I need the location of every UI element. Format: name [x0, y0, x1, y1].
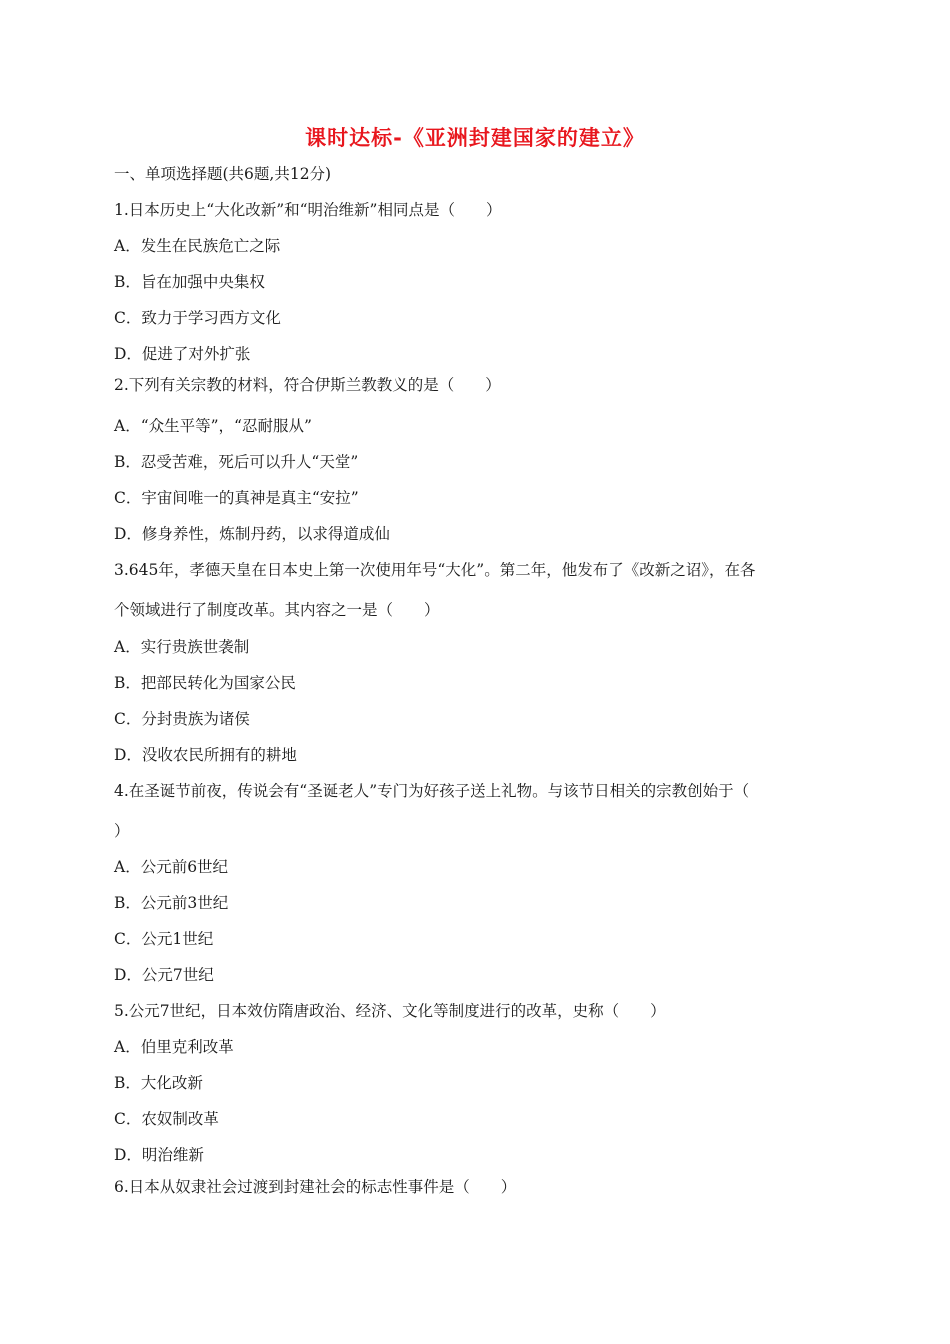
- question-3-stem-continued: 个领域进行了制度改革。其内容之一是（ ）: [114, 601, 440, 619]
- question-4-stem-continued: ）: [114, 822, 130, 840]
- question-1-option-d: D．促进了对外扩张: [114, 345, 251, 363]
- question-5-option-b: B．大化改新: [114, 1074, 203, 1092]
- question-3-option-a: A．实行贵族世袭制: [114, 638, 250, 656]
- question-1-option-b: B．旨在加强中央集权: [114, 273, 265, 291]
- question-5-stem: 5.公元7世纪，日本效仿隋唐政治、经济、文化等制度进行的改革，史称（ ）: [114, 1002, 666, 1020]
- question-6-stem: 6.日本从奴隶社会过渡到封建社会的标志性事件是（ ）: [114, 1178, 517, 1196]
- question-2-option-c: C．宇宙间唯一的真神是真主“安拉”: [114, 489, 359, 507]
- question-4-stem: 4.在圣诞节前夜，传说会有“圣诞老人”专门为好孩子送上礼物。与该节日相关的宗教创始于（: [114, 782, 750, 800]
- question-1-option-c: C．致力于学习西方文化: [114, 309, 281, 327]
- question-3-option-d: D．没收农民所拥有的耕地: [114, 746, 297, 764]
- question-4-option-a: A．公元前6世纪: [114, 858, 229, 876]
- question-2-stem: 2.下列有关宗教的材料，符合伊斯兰教教义的是（ ）: [114, 376, 501, 394]
- question-2-option-d: D．修身养性，炼制丹药，以求得道成仙: [114, 525, 390, 543]
- question-5-option-a: A．伯里克利改革: [114, 1038, 234, 1056]
- question-4-option-d: D．公元7世纪: [114, 966, 214, 984]
- question-3-stem: 3.645年，孝德天皇在日本史上第一次使用年号“大化”。第二年，他发布了《改新之诏》，在各: [114, 561, 756, 579]
- question-5-option-d: D．明治维新: [114, 1146, 204, 1164]
- question-3-option-c: C．分封贵族为诸侯: [114, 710, 250, 728]
- page-title: 课时达标-《亚洲封建国家的建立》: [305, 126, 645, 150]
- question-2-option-b: B．忍受苦难，死后可以升人“天堂”: [114, 453, 359, 471]
- question-2-option-a: A．“众生平等”，“忍耐服从”: [114, 417, 312, 435]
- question-1-stem: 1.日本历史上“大化改新”和“明治维新”相同点是（ ）: [114, 201, 502, 219]
- question-5-option-c: C．农奴制改革: [114, 1110, 219, 1128]
- question-3-option-b: B．把部民转化为国家公民: [114, 674, 296, 692]
- question-1-option-a: A．发生在民族危亡之际: [114, 237, 281, 255]
- section-heading: 一、单项选择题(共6题,共12分): [114, 165, 332, 183]
- question-4-option-b: B．公元前3世纪: [114, 894, 229, 912]
- question-4-option-c: C．公元1世纪: [114, 930, 214, 948]
